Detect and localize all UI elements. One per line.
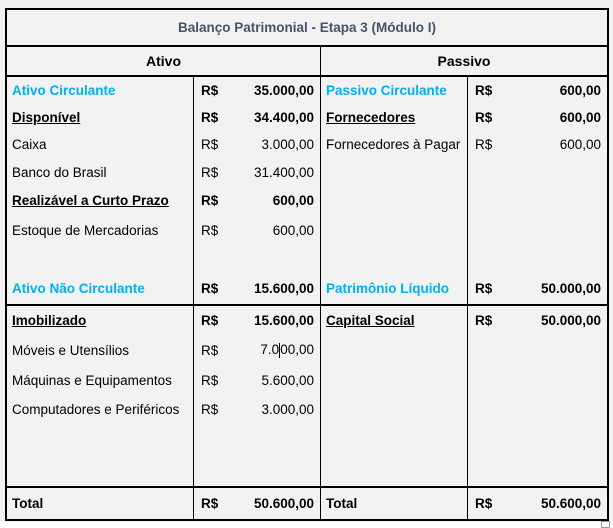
currency-symbol: R$ <box>201 222 219 238</box>
currency-symbol: R$ <box>201 313 219 328</box>
account-label: Imobilizado <box>12 313 87 328</box>
account-label: Total <box>326 496 358 511</box>
table-row-11 <box>7 365 607 395</box>
empty-cell[interactable] <box>321 158 468 186</box>
amount-cell-ativo-nao-circulante[interactable] <box>194 272 321 304</box>
account-cell-passivo-circulante[interactable] <box>321 77 468 104</box>
amount-cell-total[interactable] <box>194 488 321 519</box>
empty-amount-cell[interactable] <box>194 245 321 272</box>
header-ativo: Ativo <box>7 47 321 75</box>
amount-cell-realizavel-a-curto-prazo[interactable] <box>194 186 321 215</box>
account-cell-fornecedores-a-pagar[interactable] <box>321 131 468 158</box>
account-label: Total <box>12 496 44 511</box>
table-row-12 <box>7 395 607 423</box>
empty-cell[interactable] <box>321 423 468 486</box>
account-label: Banco do Brasil <box>12 164 107 180</box>
currency-symbol: R$ <box>201 342 219 358</box>
empty-amount-cell[interactable] <box>468 423 607 486</box>
empty-amount-cell[interactable] <box>468 335 607 365</box>
currency-symbol: R$ <box>475 137 493 152</box>
account-cell-moveis-e-utensilios[interactable] <box>7 335 194 365</box>
account-cell-computadores-e-perifericos[interactable] <box>7 395 194 423</box>
empty-cell[interactable] <box>321 365 468 395</box>
header-passivo: Passivo <box>437 53 491 69</box>
currency-symbol: R$ <box>201 401 219 417</box>
table-row-5 <box>7 186 607 215</box>
account-label: Computadores e Periféricos <box>12 401 180 417</box>
account-label: Fornecedores <box>326 110 416 125</box>
currency-symbol: R$ <box>201 110 219 125</box>
account-cell-banco-do-brasil[interactable] <box>7 158 194 186</box>
amount-value: 600,00 <box>559 83 601 98</box>
account-cell-maquinas-e-equipamentos[interactable] <box>7 365 194 395</box>
currency-symbol: R$ <box>201 372 219 388</box>
empty-cell[interactable] <box>321 395 468 423</box>
empty-amount-cell[interactable] <box>468 158 607 186</box>
account-label: Fornecedores à Pagar <box>326 137 461 152</box>
empty-amount-cell[interactable] <box>468 395 607 423</box>
empty-cell[interactable] <box>7 423 194 486</box>
currency-symbol: R$ <box>201 137 219 152</box>
amount-cell-fornecedores[interactable] <box>468 104 607 131</box>
empty-cell[interactable] <box>7 245 194 272</box>
amount-value: 50.600,00 <box>540 496 601 511</box>
amount-value: 50.000,00 <box>540 313 601 328</box>
amount-value: 34.400,00 <box>253 110 314 125</box>
account-cell-fornecedores[interactable] <box>321 104 468 131</box>
amount-cell-ativo-circulante[interactable] <box>194 77 321 104</box>
amount-cell-passivo-circulante[interactable] <box>468 77 607 104</box>
account-cell-ativo-nao-circulante[interactable] <box>7 272 194 304</box>
amount-cell-imobilizado[interactable] <box>194 306 321 335</box>
table-row-10 <box>7 335 607 365</box>
currency-symbol: R$ <box>201 496 219 511</box>
currency-symbol: R$ <box>201 280 219 296</box>
empty-amount-cell[interactable] <box>468 245 607 272</box>
account-label: Ativo Circulante <box>12 83 116 98</box>
account-cell-total[interactable] <box>7 488 194 519</box>
amount-value: 5.600,00 <box>261 372 314 388</box>
table-row-13 <box>7 423 607 486</box>
table-row-7 <box>7 245 607 272</box>
table-row-2 <box>7 104 607 131</box>
account-label: Estoque de Mercadorias <box>12 222 159 238</box>
empty-amount-cell[interactable] <box>468 365 607 395</box>
account-label: Disponível <box>12 110 81 125</box>
currency-symbol: R$ <box>475 496 493 511</box>
amount-value: 35.000,00 <box>253 83 314 98</box>
account-cell-disponivel[interactable] <box>7 104 194 131</box>
account-cell-estoque-de-mercadorias[interactable] <box>7 215 194 245</box>
table-row-14 <box>7 486 607 519</box>
account-cell-total[interactable] <box>321 488 468 519</box>
empty-amount-cell[interactable] <box>468 186 607 215</box>
table-row-4 <box>7 158 607 186</box>
amount-cell-computadores-e-perifericos[interactable] <box>194 395 321 423</box>
currency-symbol: R$ <box>475 83 493 98</box>
amount-value: 600,00 <box>272 193 314 208</box>
balance-sheet-table <box>5 8 609 521</box>
amount-value: 600,00 <box>272 222 314 238</box>
account-cell-patrimonio-liquido[interactable] <box>321 272 468 304</box>
amount-cell-capital-social[interactable] <box>468 306 607 335</box>
currency-symbol: R$ <box>201 193 219 208</box>
account-label: Máquinas e Equipamentos <box>12 372 172 388</box>
empty-amount-cell[interactable] <box>194 423 321 486</box>
amount-value: 50.600,00 <box>253 496 314 511</box>
amount-cell-estoque-de-mercadorias[interactable] <box>194 215 321 245</box>
account-cell-caixa[interactable] <box>7 131 194 158</box>
amount-value: 3.000,00 <box>261 401 314 417</box>
amount-cell-moveis-e-utensilios[interactable] <box>194 335 321 365</box>
amount-value: 50.000,00 <box>540 280 601 296</box>
table-row-1 <box>7 77 607 104</box>
amount-cell-caixa[interactable] <box>194 131 321 158</box>
currency-symbol: R$ <box>475 280 493 296</box>
empty-cell[interactable] <box>321 186 468 215</box>
currency-symbol: R$ <box>475 313 493 328</box>
account-label: Patrimônio Líquido <box>326 280 449 296</box>
account-cell-imobilizado[interactable] <box>7 306 194 335</box>
amount-value-before-caret: 7.0 <box>260 342 280 358</box>
table-title: Balanço Patrimonial - Etapa 3 (Módulo I) <box>7 10 607 47</box>
column-headers <box>7 47 607 77</box>
amount-value: 15.600,00 <box>253 313 314 328</box>
table-row-3 <box>7 131 607 158</box>
amount-value: 3.000,00 <box>261 137 314 152</box>
account-cell-capital-social[interactable] <box>321 306 468 335</box>
empty-cell[interactable] <box>321 215 468 245</box>
currency-symbol: R$ <box>475 110 493 125</box>
table-row-9 <box>7 304 607 335</box>
amount-cell-maquinas-e-equipamentos[interactable] <box>194 365 321 395</box>
amount-value: 31.400,00 <box>253 164 314 180</box>
table-resize-handle[interactable] <box>601 521 610 528</box>
account-label: Ativo Não Circulante <box>12 280 145 296</box>
account-label: Caixa <box>12 137 47 152</box>
amount-value <box>260 342 314 358</box>
amount-cell-total[interactable] <box>468 488 607 519</box>
account-cell-realizavel-a-curto-prazo[interactable] <box>7 186 194 215</box>
amount-cell-patrimonio-liquido[interactable] <box>468 272 607 304</box>
table-row-6 <box>7 215 607 245</box>
account-label: Realizável a Curto Prazo <box>12 193 169 208</box>
account-cell-ativo-circulante[interactable] <box>7 77 194 104</box>
amount-cell-banco-do-brasil[interactable] <box>194 158 321 186</box>
amount-value: 600,00 <box>559 110 601 125</box>
amount-value: 600,00 <box>559 137 601 152</box>
amount-cell-disponivel[interactable] <box>194 104 321 131</box>
amount-cell-fornecedores-a-pagar[interactable] <box>468 131 607 158</box>
table-row-8 <box>7 272 607 304</box>
account-label: Passivo Circulante <box>326 83 447 98</box>
currency-symbol: R$ <box>201 164 219 180</box>
table-body <box>7 77 607 519</box>
empty-cell[interactable] <box>321 335 468 365</box>
empty-cell[interactable] <box>321 245 468 272</box>
account-label: Capital Social <box>326 313 415 328</box>
account-label: Móveis e Utensílios <box>12 342 130 358</box>
currency-symbol: R$ <box>201 83 219 98</box>
amount-value-after-caret: 00,00 <box>280 342 314 358</box>
empty-amount-cell[interactable] <box>468 215 607 245</box>
amount-value: 15.600,00 <box>253 280 314 296</box>
